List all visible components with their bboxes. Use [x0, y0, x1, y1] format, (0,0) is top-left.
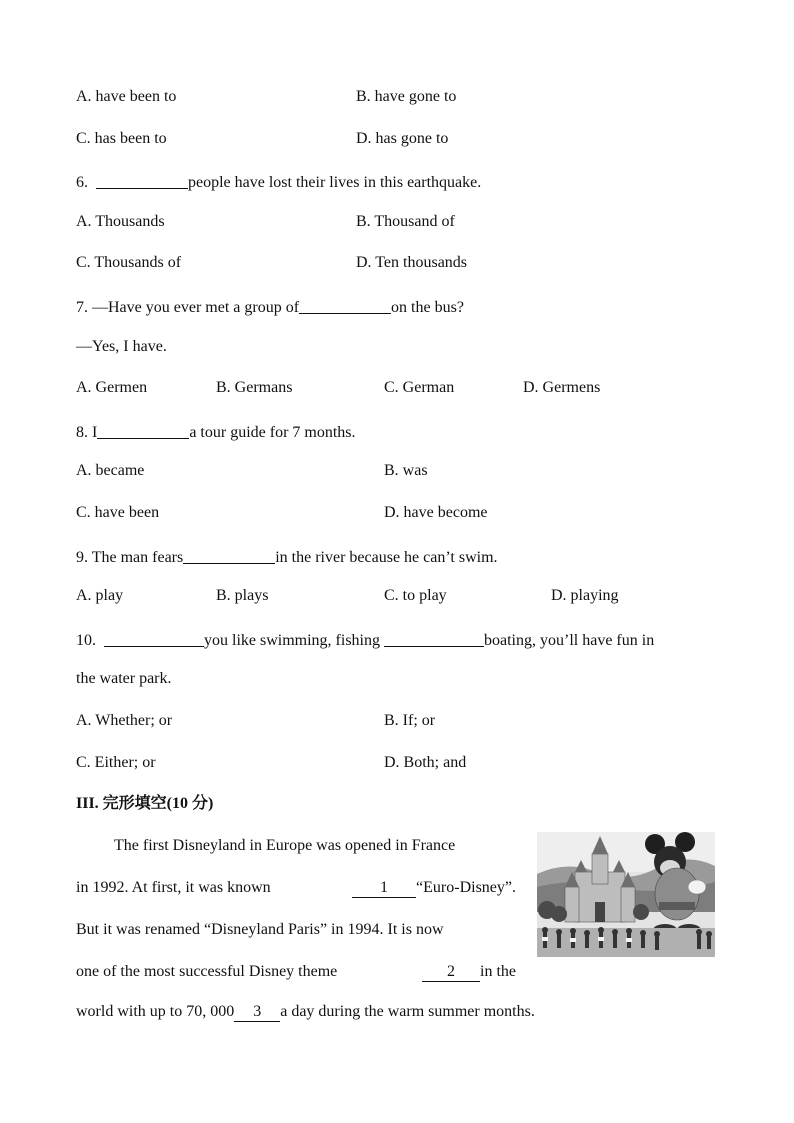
- q5-option-b: B. have gone to: [356, 88, 457, 105]
- q10-blank-2: [384, 630, 484, 647]
- q9-option-a: A. play: [76, 587, 124, 604]
- passage-line-3: [76, 920, 516, 940]
- section-heading: III. 完形填空(10 分): [76, 795, 214, 812]
- passage-line-1-text: The first Disneyland in Europe was opened in France: [114, 837, 456, 854]
- q8-option-b: B. was: [384, 462, 428, 479]
- q9-option-d: D. playing: [551, 587, 619, 604]
- q9-stem-pre: 9. The man fears: [76, 549, 184, 566]
- q5-option-c: C. has been to: [76, 130, 167, 147]
- q7-option-b: B. Germans: [216, 379, 293, 396]
- passage-line-2-post: “Euro-Disney”.: [416, 879, 516, 896]
- passage-line-4-pre: one of the most successful Disney theme: [76, 963, 338, 980]
- q8-blank: [97, 422, 189, 439]
- q7-stem-post: on the bus?: [391, 299, 464, 316]
- q7-stem: [76, 295, 464, 318]
- q6-option-a: A. Thousands: [76, 213, 165, 230]
- q7-option-a: A. Germen: [76, 379, 148, 396]
- q7-option-d: D. Germens: [523, 379, 601, 396]
- q8-option-d: D. have become: [384, 504, 488, 521]
- q10-option-d: D. Both; and: [384, 754, 467, 771]
- cloze-passage: [76, 836, 516, 1004]
- q10-blank-1: [104, 630, 204, 647]
- q10-number: 10.: [76, 632, 96, 649]
- cloze-blank-3: 3: [234, 1003, 280, 1022]
- q8-stem-pre: 8. I: [76, 424, 98, 441]
- passage-line-4: [76, 962, 516, 982]
- q10-stem-mid: you like swimming, fishing: [204, 632, 380, 649]
- q6-option-b: B. Thousand of: [356, 213, 455, 230]
- q5-option-d: D. has gone to: [356, 130, 449, 147]
- q6-stem: [76, 170, 481, 193]
- q9-option-b: B. plays: [216, 587, 269, 604]
- passage-line-2: [76, 878, 516, 898]
- q7-stem-pre: 7. —Have you ever met a group of: [76, 299, 300, 316]
- cloze-blank-2: 2: [422, 963, 480, 982]
- passage-line-1: [76, 836, 516, 856]
- q9-stem-post: in the river because he can’t swim.: [275, 549, 498, 566]
- passage-line-5: [76, 1002, 535, 1022]
- q10-stem-continued: the water park.: [76, 670, 172, 687]
- q5-option-a: A. have been to: [76, 88, 177, 105]
- q7-blank: [299, 297, 391, 314]
- q9-stem: [76, 545, 498, 568]
- q8-stem: [76, 420, 356, 443]
- passage-line-3-text: But it was renamed “Disneyland Paris” in 1994. It is now: [76, 921, 444, 938]
- disneyland-photo-illustration: [537, 832, 715, 957]
- q10-option-c: C. Either; or: [76, 754, 156, 771]
- q8-stem-post: a tour guide for 7 months.: [189, 424, 356, 441]
- q10-option-a: A. Whether; or: [76, 712, 173, 729]
- passage-line-2-pre: in 1992. At first, it was known: [76, 879, 271, 896]
- q6-number: 6.: [76, 174, 88, 191]
- passage-line-4-post: in the: [480, 963, 516, 980]
- q6-option-d: D. Ten thousands: [356, 254, 468, 271]
- cloze-blank-1: 1: [352, 879, 416, 898]
- q6-text: people have lost their lives in this earthquake.: [188, 174, 482, 191]
- q10-stem-post: boating, you’ll have fun in: [484, 632, 655, 649]
- q9-option-c: C. to play: [384, 587, 447, 604]
- q10-stem: [76, 628, 654, 651]
- passage-line-5-pre: world with up to 70, 000: [76, 1003, 235, 1020]
- q10-option-b: B. If; or: [384, 712, 436, 729]
- q6-option-c: C. Thousands of: [76, 254, 182, 271]
- q7-option-c: C. German: [384, 379, 455, 396]
- q8-option-c: C. have been: [76, 504, 160, 521]
- disneyland-photo: [537, 832, 715, 957]
- q7-reply: —Yes, I have.: [76, 338, 167, 355]
- q8-option-a: A. became: [76, 462, 145, 479]
- q6-blank: [96, 172, 188, 189]
- q9-blank: [183, 547, 275, 564]
- passage-line-5-post: a day during the warm summer months.: [280, 1003, 535, 1020]
